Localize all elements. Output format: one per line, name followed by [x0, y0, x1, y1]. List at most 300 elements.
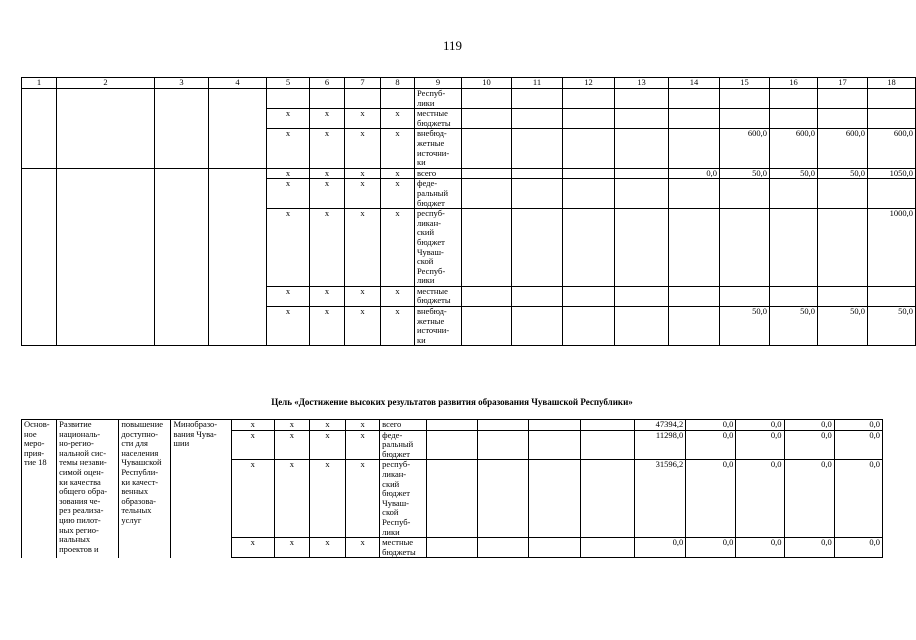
table-cell — [346, 430, 380, 460]
cell-text: х — [250, 537, 255, 548]
cell-text: х — [324, 208, 330, 219]
table-cell — [267, 209, 310, 287]
cell-text: 12 — [584, 77, 593, 87]
table-cell — [580, 538, 634, 558]
cell-text: всего — [382, 419, 402, 429]
table-cell — [462, 168, 512, 179]
cell-text: х — [289, 419, 294, 429]
table-cell — [22, 89, 57, 169]
cell-text: 47394,2 — [655, 419, 684, 429]
cell-text: 0,0 — [770, 429, 782, 440]
table-cell — [720, 168, 770, 179]
table-cell — [209, 168, 267, 346]
table-cell — [868, 209, 916, 287]
header-row — [22, 78, 916, 89]
cell-text: 0,0 — [869, 419, 880, 429]
table-cell — [309, 460, 345, 538]
cell-text: х — [250, 429, 255, 440]
cell-text: Респуб- лики — [417, 88, 446, 108]
table-cell — [346, 538, 380, 558]
table-cell — [563, 209, 615, 287]
cell-text: х — [325, 429, 330, 440]
header-cell — [462, 78, 512, 89]
table-cell — [818, 89, 868, 109]
table-cell — [669, 109, 720, 129]
table-cell — [381, 307, 415, 346]
cell-text: х — [289, 537, 294, 548]
table-cell — [818, 307, 868, 346]
table-cell — [770, 89, 818, 109]
cell-text: 0,0 — [869, 537, 880, 548]
table-cell — [415, 168, 462, 179]
table-cell — [818, 286, 868, 306]
table-cell — [818, 209, 868, 287]
cell-text: 31596,2 — [655, 459, 684, 470]
cell-text: х — [285, 108, 291, 119]
header-cell — [720, 78, 770, 89]
cell-text: 11298,0 — [655, 429, 684, 440]
table-cell — [512, 286, 563, 306]
cell-text: 0,0 — [706, 167, 717, 178]
cell-text: х — [325, 537, 330, 548]
table-cell — [635, 430, 686, 460]
table-cell — [868, 179, 916, 209]
table-cell — [770, 209, 818, 287]
table-cell — [512, 168, 563, 179]
table-cell — [720, 209, 770, 287]
cell-text: х — [285, 178, 291, 189]
cell-text: Основ- ное меро- прия- тие 18 — [24, 419, 50, 468]
table-cell — [427, 420, 477, 431]
table-cell — [563, 168, 615, 179]
table-cell — [720, 307, 770, 346]
cell-text: 1 — [36, 77, 42, 87]
cell-text: 0,0 — [770, 459, 782, 470]
cell-text: 0,0 — [672, 537, 684, 548]
cell-text: 0,0 — [722, 429, 734, 440]
table-cell — [736, 430, 784, 460]
table-cell — [563, 307, 615, 346]
table-cell — [669, 89, 720, 109]
cell-text: 0,0 — [869, 459, 880, 470]
table-cell — [615, 286, 669, 306]
cell-text: 50,0 — [752, 306, 767, 317]
table-cell — [231, 420, 274, 431]
table-cell — [267, 168, 310, 179]
table-cell — [231, 430, 274, 460]
table-cell — [427, 460, 477, 538]
cell-text: х — [395, 178, 400, 189]
table-cell — [380, 430, 427, 460]
row-header-cell — [171, 420, 231, 558]
table-cell — [563, 129, 615, 168]
table-cell — [868, 89, 916, 109]
table-cell — [267, 109, 310, 129]
cell-text: х — [360, 459, 365, 470]
table-cell — [427, 538, 477, 558]
table-cell — [770, 129, 818, 168]
table-cell — [563, 89, 615, 109]
table-cell — [309, 538, 345, 558]
cell-text: х — [325, 419, 330, 429]
cell-text: 600,0 — [845, 128, 865, 139]
table-cell — [415, 179, 462, 209]
cell-text: 15 — [740, 77, 749, 87]
table-cell — [274, 538, 309, 558]
header-cell — [818, 78, 868, 89]
table-cell — [669, 129, 720, 168]
cell-text: 1050,0 — [889, 167, 913, 178]
table-cell — [477, 538, 528, 558]
table-cell — [686, 460, 736, 538]
cell-text: х — [250, 419, 255, 429]
table-cell — [580, 430, 634, 460]
cell-text: 50,0 — [850, 306, 865, 317]
cell-text: х — [395, 108, 400, 119]
cell-text: х — [285, 306, 291, 317]
table-cell — [57, 168, 155, 346]
table-cell — [686, 420, 736, 431]
table-cell — [381, 286, 415, 306]
table-cell — [669, 179, 720, 209]
table-cell — [310, 89, 345, 109]
table-cell — [868, 286, 916, 306]
table-cell — [615, 89, 669, 109]
cell-text: 5 — [285, 77, 291, 87]
table-cell — [615, 179, 669, 209]
table-cell — [868, 129, 916, 168]
table-cell — [57, 89, 155, 169]
header-cell — [512, 78, 563, 89]
table-cell — [818, 129, 868, 168]
table-cell — [770, 286, 818, 306]
table-cell — [381, 179, 415, 209]
table-cell — [381, 89, 415, 109]
cell-text: 7 — [360, 77, 365, 87]
cell-text: х — [360, 208, 365, 219]
cell-text: х — [395, 285, 400, 296]
table-cell — [720, 109, 770, 129]
table-cell — [345, 286, 381, 306]
table-cell — [415, 109, 462, 129]
table-cell — [784, 430, 834, 460]
cell-text: 0,0 — [821, 419, 832, 429]
cell-text: местные бюджеты — [417, 108, 451, 128]
cell-text: 50,0 — [800, 306, 815, 317]
cell-text: х — [360, 419, 365, 429]
cell-text: 8 — [395, 77, 400, 87]
table-row — [22, 89, 916, 109]
cell-text: 2 — [103, 77, 108, 87]
cell-text: х — [289, 429, 294, 440]
cell-text: 0,0 — [770, 537, 782, 548]
table-cell — [868, 109, 916, 129]
cell-text: х — [324, 285, 330, 296]
table-cell — [310, 168, 345, 179]
table-cell — [381, 109, 415, 129]
table-cell — [415, 286, 462, 306]
table-cell — [381, 168, 415, 179]
table-cell — [736, 538, 784, 558]
table-cell — [155, 89, 209, 169]
cell-text: 0,0 — [869, 429, 880, 440]
table-cell — [462, 209, 512, 287]
table-cell — [477, 460, 528, 538]
table-cell — [274, 460, 309, 538]
table-cell — [563, 179, 615, 209]
cell-text: х — [395, 306, 400, 317]
table-cell — [528, 420, 580, 431]
cell-text: 1000,0 — [889, 208, 913, 219]
table-cell — [309, 430, 345, 460]
cell-text: 600,0 — [893, 128, 913, 139]
table-cell — [720, 179, 770, 209]
cell-text: х — [360, 285, 365, 296]
table-cell — [736, 460, 784, 538]
table-cell — [635, 460, 686, 538]
cell-text: х — [395, 128, 400, 139]
table-cell — [380, 538, 427, 558]
table-cell — [635, 538, 686, 558]
cell-text: х — [360, 167, 365, 178]
cell-text: Минобразо- вания Чува- шии — [173, 419, 218, 449]
cell-text: 4 — [235, 77, 240, 87]
cell-text: 17 — [838, 77, 847, 87]
table-cell — [274, 430, 309, 460]
header-cell — [669, 78, 720, 89]
table-cell — [462, 286, 512, 306]
cell-text: 50,0 — [898, 306, 913, 317]
cell-text: внебюд- жетные источни- ки — [417, 128, 450, 168]
cell-text: внебюд- жетные источни- ки — [417, 306, 450, 345]
table-cell — [267, 179, 310, 209]
table-cell — [512, 179, 563, 209]
row-header-cell — [57, 420, 119, 558]
table-cell — [770, 168, 818, 179]
table-cell — [512, 129, 563, 168]
cell-text: 10 — [482, 77, 491, 87]
table-cell — [615, 307, 669, 346]
cell-text: местные бюджеты — [382, 537, 416, 557]
table-cell — [345, 168, 381, 179]
table-cell — [669, 209, 720, 287]
cell-text: х — [324, 306, 330, 317]
table-cell — [686, 430, 736, 460]
table-cell — [310, 129, 345, 168]
table-cell — [770, 109, 818, 129]
cell-text: 18 — [887, 77, 896, 87]
table-cell — [784, 420, 834, 431]
cell-text: х — [360, 429, 365, 440]
table-cell — [309, 420, 345, 431]
table-cell — [818, 109, 868, 129]
header-cell — [22, 78, 57, 89]
table-cell — [267, 89, 310, 109]
cell-text: респуб- ликан- ский бюджет Чуваш- ской Респуб- лики — [382, 459, 411, 537]
cell-text: 0,0 — [770, 419, 782, 429]
header-cell — [57, 78, 155, 89]
cell-text: х — [285, 208, 291, 219]
table-cell — [22, 168, 57, 346]
cell-text: 6 — [324, 77, 330, 87]
cell-text: 0,0 — [821, 459, 832, 470]
table-cell — [427, 430, 477, 460]
header-cell — [267, 78, 310, 89]
table-cell — [310, 209, 345, 287]
table-cell — [381, 129, 415, 168]
table-cell — [615, 209, 669, 287]
budget-table-top — [21, 77, 916, 346]
cell-text: всего — [417, 167, 437, 178]
table-cell — [310, 179, 345, 209]
table-cell — [720, 286, 770, 306]
table-cell — [415, 129, 462, 168]
cell-text: х — [285, 285, 291, 296]
budget-table-bottom — [21, 419, 883, 558]
goal-title: Цель «Достижение высоких результатов развития образования Чувашской Республики» — [271, 397, 633, 407]
table-row — [22, 420, 883, 431]
table-cell — [231, 538, 274, 558]
cell-text: х — [324, 128, 330, 139]
cell-text: 0,0 — [821, 537, 832, 548]
table-cell — [345, 89, 381, 109]
cell-text: х — [360, 178, 365, 189]
table-cell — [615, 129, 669, 168]
cell-text: Развитие националь- но-регио- нальной сис- темы незави- симой оцен- ки качества общего обра- зования че- рез реализа- цию пилот- ных регио- нальных проектов и — [59, 419, 108, 554]
cell-text: 50,0 — [800, 167, 815, 178]
table-cell — [784, 460, 834, 538]
table-cell — [462, 179, 512, 209]
table-cell — [720, 129, 770, 168]
table-cell — [477, 430, 528, 460]
row-header-cell — [119, 420, 171, 558]
cell-text: х — [395, 167, 400, 178]
header-cell — [155, 78, 209, 89]
table-cell — [231, 460, 274, 538]
table-cell — [310, 307, 345, 346]
table-cell — [615, 168, 669, 179]
cell-text: 600,0 — [747, 128, 767, 139]
header-cell — [868, 78, 916, 89]
header-cell — [209, 78, 267, 89]
table-cell — [267, 307, 310, 346]
table-cell — [669, 286, 720, 306]
table-cell — [155, 168, 209, 346]
cell-text: 3 — [179, 77, 184, 87]
table-cell — [615, 109, 669, 129]
cell-text: 0,0 — [821, 429, 832, 440]
table-cell — [512, 89, 563, 109]
table-cell — [512, 209, 563, 287]
cell-text: 50,0 — [850, 167, 865, 178]
cell-text: 11 — [532, 77, 542, 87]
table-cell — [770, 179, 818, 209]
table-cell — [462, 89, 512, 109]
table-cell — [415, 89, 462, 109]
table-cell — [274, 420, 309, 431]
table-cell — [345, 109, 381, 129]
cell-text: феде- ральный бюджет — [382, 429, 414, 459]
table-row — [22, 168, 916, 179]
table-cell — [415, 209, 462, 287]
table-cell — [381, 209, 415, 287]
cell-text: х — [395, 208, 400, 219]
table-cell — [267, 129, 310, 168]
table-cell — [345, 209, 381, 287]
cell-text: х — [325, 459, 330, 470]
table-cell — [635, 420, 686, 431]
table-cell — [380, 420, 427, 431]
table-cell — [868, 168, 916, 179]
table-cell — [669, 168, 720, 179]
row-header-cell — [22, 420, 57, 558]
cell-text: х — [285, 167, 291, 178]
table-cell — [868, 307, 916, 346]
table-cell — [512, 307, 563, 346]
cell-text: 50,0 — [752, 167, 767, 178]
table-cell — [770, 307, 818, 346]
header-cell — [415, 78, 462, 89]
cell-text: респуб- ликан- ский бюджет Чуваш- ской Респуб- лики — [417, 208, 446, 286]
cell-text: местные бюджеты — [417, 285, 451, 306]
table-cell — [528, 538, 580, 558]
cell-text: 9 — [435, 77, 441, 87]
header-cell — [615, 78, 669, 89]
table-cell — [818, 179, 868, 209]
header-cell — [310, 78, 345, 89]
cell-text: повышение доступно- сти для населения Чувашской Республи- ки качест- венных образова- тельных услуг — [121, 419, 164, 525]
cell-text: х — [285, 128, 291, 139]
cell-text: х — [324, 108, 330, 119]
page-number: 119 — [442, 38, 463, 53]
cell-text: феде- ральный бюджет — [417, 178, 449, 208]
cell-text: х — [324, 167, 330, 178]
table-cell — [512, 109, 563, 129]
table-cell — [345, 179, 381, 209]
cell-text: 600,0 — [795, 128, 815, 139]
table-cell — [818, 168, 868, 179]
table-cell — [345, 307, 381, 346]
table-cell — [580, 460, 634, 538]
table-cell — [380, 460, 427, 538]
cell-text: 0,0 — [722, 419, 734, 429]
table-cell — [346, 460, 380, 538]
cell-text: 16 — [789, 77, 798, 87]
table-cell — [267, 286, 310, 306]
table-cell — [834, 460, 882, 538]
table-cell — [462, 109, 512, 129]
table-cell — [462, 307, 512, 346]
cell-text: х — [360, 306, 365, 317]
table-cell — [477, 420, 528, 431]
table-cell — [834, 430, 882, 460]
header-cell — [381, 78, 415, 89]
table-cell — [834, 420, 882, 431]
header-cell — [770, 78, 818, 89]
table-cell — [669, 307, 720, 346]
table-cell — [834, 538, 882, 558]
cell-text: х — [360, 108, 365, 119]
header-cell — [345, 78, 381, 89]
table-cell — [580, 420, 634, 431]
table-cell — [345, 129, 381, 168]
table-cell — [563, 109, 615, 129]
cell-text: 0,0 — [722, 459, 734, 470]
cell-text: 13 — [637, 77, 646, 87]
table-cell — [209, 89, 267, 169]
table-cell — [462, 129, 512, 168]
header-cell — [563, 78, 615, 89]
